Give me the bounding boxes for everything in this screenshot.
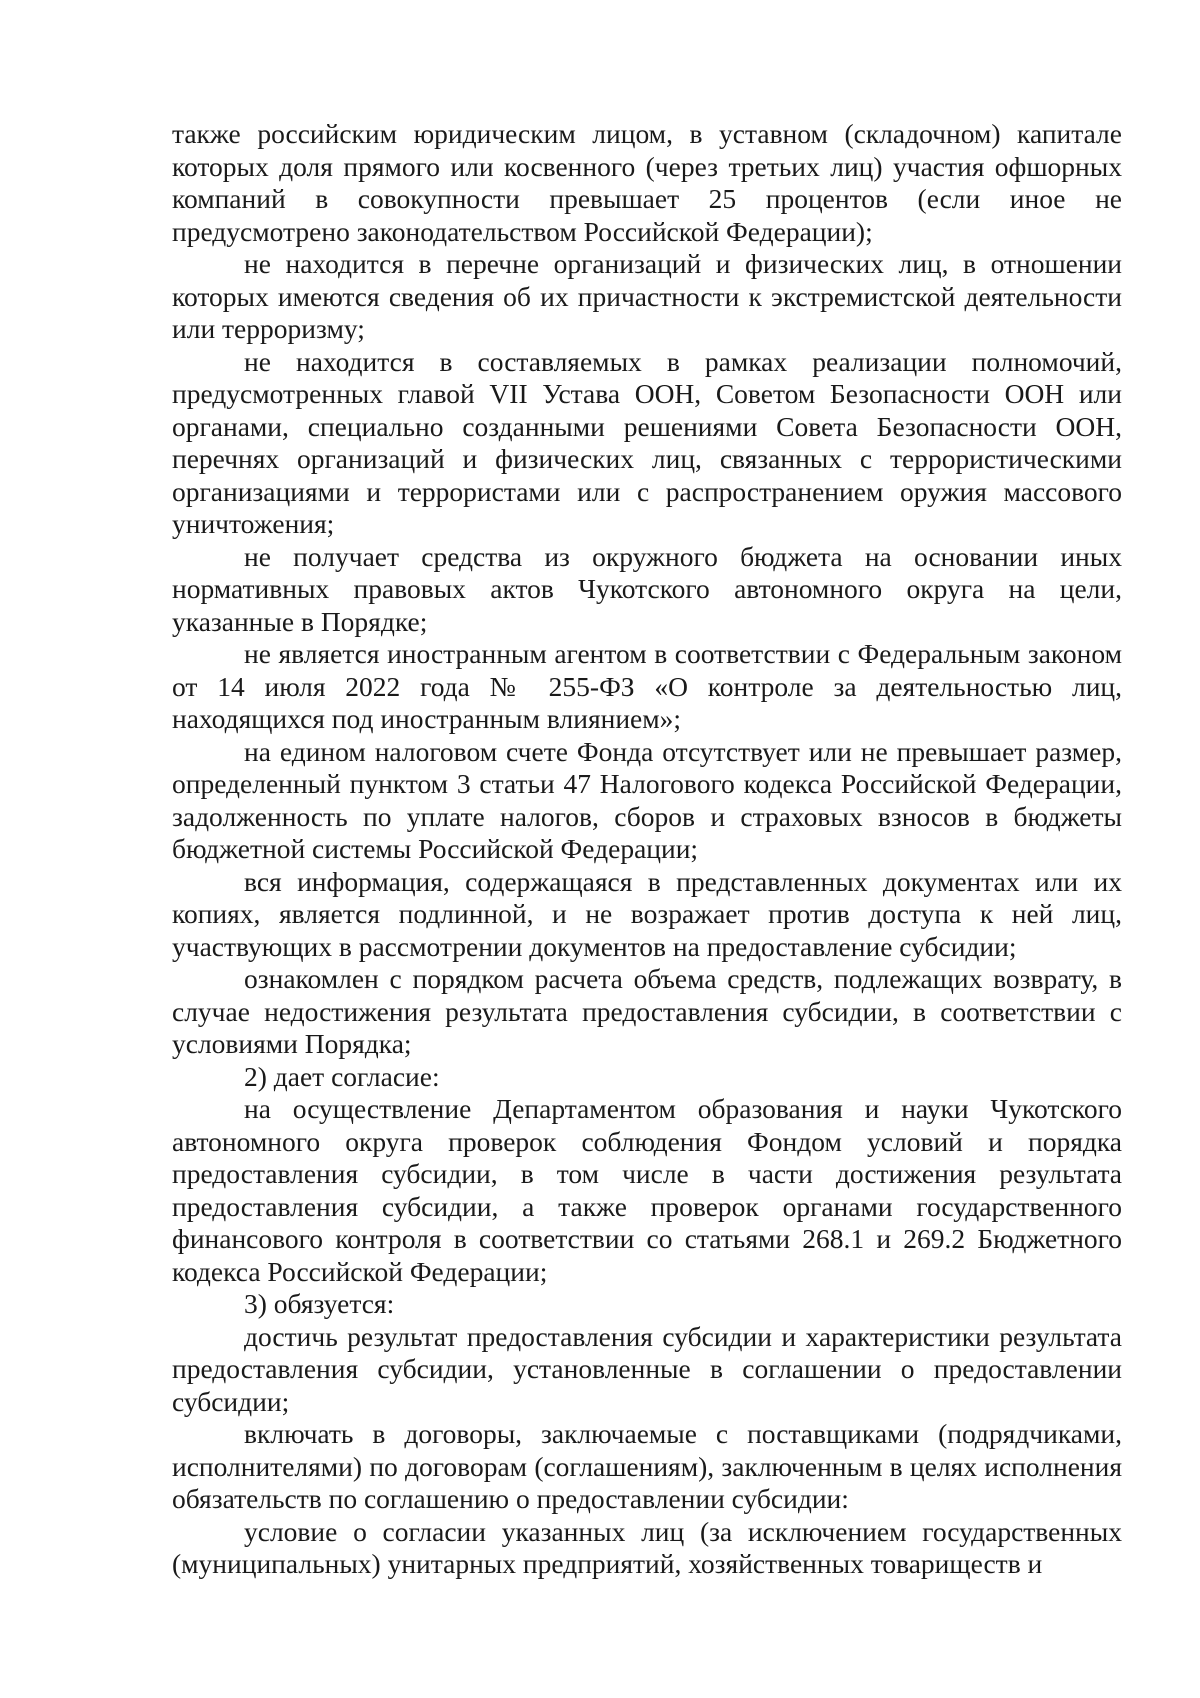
paragraph-consent-condition: условие о согласии указанных лиц (за исключением государственных (муниципальных) унитарных предприятий, хозяйственных товариществ и — [172, 1515, 1122, 1579]
paragraph-item-3-obligations: 3) обязуется: — [244, 1288, 395, 1319]
paragraph-foreign-agent: не является иностранным агентом в соответствии с Федеральным законом от 14 июля 2022 года № 255-ФЗ «О контроле за деятельностью лиц, находящихся под иностранным влиянием»; — [172, 638, 1122, 734]
paragraph-tax-debt: на едином налоговом счете Фонда отсутствует или не превышает размер, определенный пунктом 3 статьи 47 Налогового кодекса Российской Федерации, задолженность по уплате налогов, сборов и страховых взносов в бюджеты бюджетной системы Российской Федерации; — [172, 735, 1122, 864]
paragraph-refund-procedure: ознакомлен с порядком расчета объема средств, подлежащих возврату, в случае недостижения результата предоставления субсидии, в соответствии с условиями Порядка; — [172, 963, 1122, 1059]
paragraph-budget-funds: не получает средства из окружного бюджета на основании иных нормативных правовых актов Чукотского автономного округа на цели, указанные в Порядке; — [172, 540, 1122, 637]
paragraph-un-sanctions: не находится в составляемых в рамках реализации полномочий, предусмотренных главой VII Устава ООН, Советом Безопасности ООН или органами, специально созданными решениями Совета Безопасности ООН, перечнях организаций и физических лиц, связанных с террористическими организациями и террористами или с распространением оружия массового уничтожения; — [172, 345, 1122, 539]
paragraph-inspections-consent: на осуществление Департаментом образования и науки Чукотского автономного округа проверок соблюдения Фондом условий и порядка предоставления субсидии, в том числе в части достижения результата предоставления субсидии, а также проверок органами государственного финансового контроля в соответствии со статьями 268.1 и 269.2 Бюджетного кодекса Российской Федерации; — [172, 1093, 1122, 1287]
paragraph-extremism-list: не находится в перечне организаций и физических лиц, в отношении которых имеются сведения об их причастности к экстремистской деятельности или терроризму; — [172, 248, 1122, 344]
paragraph-information-authentic: вся информация, содержащаяся в представленных документах или их копиях, является подлинной, и не возражает против доступа к ней лиц, участвующих в рассмотрении документов на предоставление субсидии; — [172, 865, 1122, 962]
paragraph-item-2-consent: 2) дает согласие: — [244, 1060, 440, 1092]
paragraph-offshore-continuation: также российским юридическим лицом, в уставном (складочном) капитале которых доля прямого или косвенного (через третьих лиц) участия офшорных компаний в совокупности превышает 25 процентов (если иное не предусмотрено законодательством Российской Федерации); — [172, 118, 1122, 247]
paragraph-include-in-contracts: включать в договоры, заключаемые с поставщиками (подрядчиками, исполнителями) по договорам (соглашениям), заключенным в целях исполнения обязательств по соглашению о предоставлении субсидии: — [172, 1418, 1122, 1514]
paragraph-achieve-result: достичь результат предоставления субсидии и характеристики результата предоставления субсидии, установленные в соглашении о предоставлении субсидии; — [172, 1320, 1122, 1417]
document-page — [172, 118, 1122, 1581]
